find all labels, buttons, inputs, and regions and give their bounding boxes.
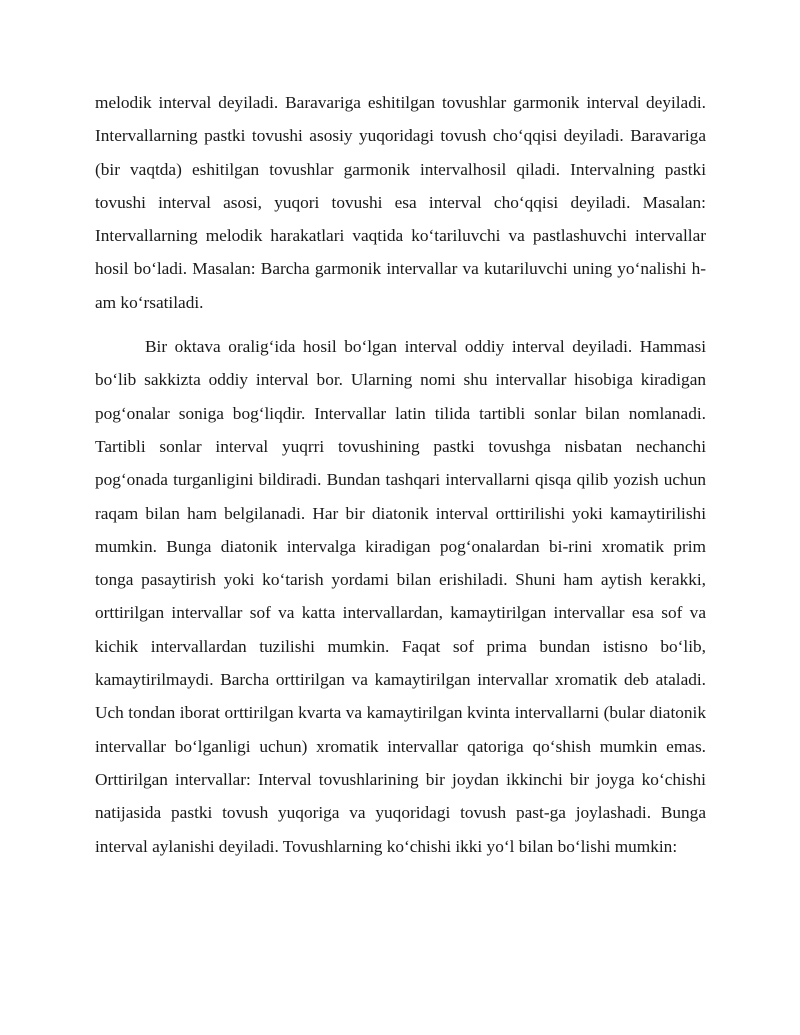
paragraph-spacer [95,319,706,330]
body-text [95,86,706,863]
paragraph-2: Bir oktava oralig‘ida hosil bo‘lgan interval oddiy interval deyiladi. Hammasi bo‘lib sakkizta oddiy interval bor. Ularning nomi shu intervallar hisobiga kiradigan pog‘onalar soniga bog‘liqdir. Intervallar latin tilida tartibli sonlar bilan nomlanadi. Tartibli sonlar interval yuqrri tovushining pastki tovushga nisbatan nechanchi pog‘onada turganligini bildiradi. Bundan tashqari intervallarni qisqa qilib yozish uchun raqam bilan ham belgilanadi. Har bir diatonik interval orttirilishi yoki kamaytirilishi mumkin. Bunga diatonik intervalga kiradigan pog‘onalardan bi-rini xromatik prim tonga pasaytirish yoki ko‘tarish yordami bilan erishiladi. Shuni ham aytish kerakki, orttirilgan intervallar sof va katta intervallardan, kamaytirilgan intervallar esa sof va kichik intervallardan tuzilishi mumkin. Faqat sof prima bundan istisno bo‘lib, kamaytirilmaydi. Barcha orttirilgan va kamaytirilgan intervallar xromatik deb ataladi. Uch tondan iborat orttirilgan kvarta va kamaytirilgan kvinta intervallarni (bular diatonik intervallar bo‘lganligi uchun) xromatik intervallar qatoriga qo‘shish mumkin emas. Orttirilgan intervallar: Interval tovushlarining bir joydan ikkinchi bir joyga ko‘chishi natijasida pastki tovush yuqoriga va yuqoridagi tovush past-ga joylashadi. Bunga interval aylanishi deyiladi. Tovushlarning ko‘chishi ikki yo‘l bilan bo‘lishi mumkin: [95,337,706,856]
paragraph-1: melodik interval deyiladi. Baravariga eshitilgan tovushlar garmonik interval deyiladi. Intervallarning pastki tovushi asosiy yuqoridagi tovush cho‘qqisi deyiladi. Baravariga (bir vaqtda) eshitilgan tovushlar garmonik intervalhosil qiladi. Intervalning pastki tovushi interval asosi, yuqori tovushi esa interval cho‘qqisi deyiladi. Masalan: Intervallarning melodik harakatlari vaqtida ko‘tariluvchi va pastlashuvchi intervallar hosil bo‘ladi. Masalan: Barcha garmonik intervallar va kutariluvchi uning yo‘nalishi h-am ko‘rsatiladi. [95,93,706,312]
